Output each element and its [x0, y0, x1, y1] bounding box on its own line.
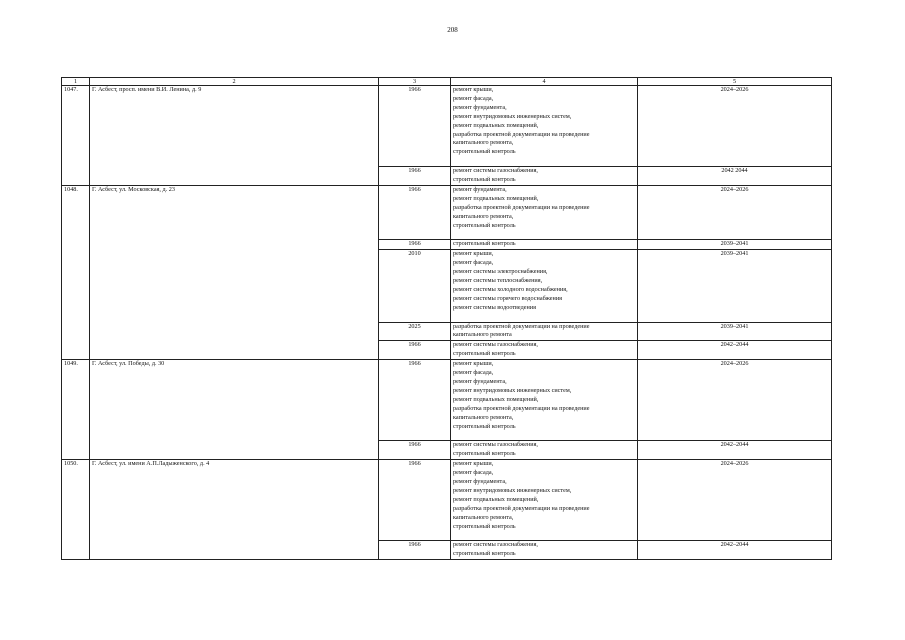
works-cell — [451, 250, 638, 322]
period-cell: 2039–2041 — [638, 322, 832, 341]
period-cell: 2024–2026 — [638, 185, 832, 239]
work-item: строительный контроль — [453, 550, 516, 558]
work-item: ремонт крыши, — [453, 360, 494, 368]
year-cell: 1966 — [379, 441, 451, 460]
capital-repair-table — [61, 77, 832, 560]
work-item: строительный контроль — [453, 240, 516, 248]
work-item: капитального ремонта, — [453, 413, 514, 421]
works-cell — [451, 341, 638, 360]
work-item: ремонт подвальных помещений, — [453, 121, 539, 129]
column-number: 3 — [379, 78, 451, 86]
work-item: разработка проектной документации на проведение — [453, 404, 590, 412]
work-item: ремонт фасада, — [453, 369, 494, 377]
work-item: ремонт внутридомовых инженерных систем, — [453, 386, 572, 394]
work-item: ремонт системы водоотведения — [453, 303, 536, 311]
work-item: разработка проектной документации на проведение — [453, 130, 590, 138]
work-item: ремонт фундамента, — [453, 477, 507, 485]
work-item: капитального ремонта, — [453, 212, 514, 220]
year-cell: 1966 — [379, 86, 451, 167]
work-item: ремонт фундамента, — [453, 103, 507, 111]
year-cell: 2025 — [379, 322, 451, 341]
work-item: ремонт крыши, — [453, 86, 494, 93]
work-item: строительный контроль — [453, 522, 516, 530]
work-item: строительный контроль — [453, 176, 516, 184]
work-item: ремонт подвальных помещений, — [453, 194, 539, 202]
work-item: капитального ремонта — [453, 331, 512, 339]
column-number-row — [62, 78, 832, 86]
work-item: ремонт системы газоснабжения, — [453, 167, 538, 175]
period-cell: 2024–2026 — [638, 460, 832, 541]
work-item: ремонт системы газоснабжения, — [453, 541, 538, 549]
work-item: ремонт системы холодного водоснабжения, — [453, 285, 568, 293]
page-number: 208 — [447, 26, 458, 34]
work-item: ремонт системы электроснабжения, — [453, 268, 548, 276]
table-row — [62, 360, 832, 441]
period-cell: 2039–2041 — [638, 240, 832, 250]
work-item: ремонт системы горячего водоснабжения — [453, 294, 562, 302]
work-item: строительный контроль — [453, 450, 516, 458]
works-cell — [451, 460, 638, 541]
year-cell: 1966 — [379, 185, 451, 239]
year-cell: 1966 — [379, 240, 451, 250]
column-number: 5 — [638, 78, 832, 86]
column-number: 1 — [62, 78, 90, 86]
work-item: ремонт фасада, — [453, 94, 494, 102]
year-cell: 1966 — [379, 341, 451, 360]
work-item: ремонт системы теплоснабжения, — [453, 277, 543, 285]
column-number: 2 — [90, 78, 379, 86]
address-cell: Г. Асбест, ул. Победы, д. 30 — [90, 360, 379, 460]
work-item: ремонт подвальных помещений, — [453, 495, 539, 503]
period-cell: 2042 2044 — [638, 167, 832, 186]
row-number: 1050. — [62, 460, 90, 560]
address-cell: Г. Асбест, просп. имени В.И. Ленина, д. 9 — [90, 86, 379, 186]
period-cell: 2024–2026 — [638, 360, 832, 441]
row-number: 1049. — [62, 360, 90, 460]
work-item: строительный контроль — [453, 350, 516, 358]
period-cell: 2042–2044 — [638, 341, 832, 360]
works-cell — [451, 322, 638, 341]
works-cell — [451, 185, 638, 239]
work-item: разработка проектной документации на проведение — [453, 203, 590, 211]
table-row — [62, 460, 832, 541]
address-cell: Г. Асбест, ул. Московская, д. 23 — [90, 185, 379, 359]
work-item: ремонт системы газоснабжения, — [453, 441, 538, 449]
year-cell: 1966 — [379, 360, 451, 441]
works-cell — [451, 360, 638, 441]
year-cell: 1966 — [379, 167, 451, 186]
work-item: ремонт внутридомовых инженерных систем, — [453, 486, 572, 494]
period-cell: 2042–2044 — [638, 441, 832, 460]
year-cell: 2010 — [379, 250, 451, 322]
row-number: 1047. — [62, 86, 90, 186]
works-cell — [451, 86, 638, 167]
work-item: ремонт внутридомовых инженерных систем, — [453, 112, 572, 120]
works-cell — [451, 240, 638, 250]
works-cell — [451, 167, 638, 186]
work-item: ремонт фасада, — [453, 469, 494, 477]
work-item: ремонт фундамента, — [453, 378, 507, 385]
year-cell: 1966 — [379, 541, 451, 560]
period-cell: 2042–2044 — [638, 541, 832, 560]
year-cell: 1966 — [379, 460, 451, 541]
row-number: 1048. — [62, 185, 90, 359]
works-cell — [451, 541, 638, 560]
work-item: ремонт фасада, — [453, 259, 494, 267]
work-item: капитального ремонта, — [453, 513, 514, 521]
works-cell — [451, 441, 638, 460]
address-cell: Г. Асбест, ул. имени А.П.Ладыженского, д. 4 — [90, 460, 379, 560]
table-row — [62, 185, 832, 239]
work-item: разработка проектной документации на проведение — [453, 322, 590, 330]
work-item: ремонт фундамента, — [453, 185, 507, 193]
work-item: ремонт подвальных помещений, — [453, 395, 539, 403]
work-item: разработка проектной документации на проведение — [453, 504, 590, 512]
work-item: строительный контроль — [453, 148, 516, 156]
period-cell: 2039–2041 — [638, 250, 832, 322]
work-item: ремонт системы газоснабжения, — [453, 341, 538, 349]
work-item: строительный контроль — [453, 422, 516, 430]
work-item: строительный контроль — [453, 221, 516, 229]
work-item: ремонт крыши, — [453, 460, 494, 468]
column-number: 4 — [451, 78, 638, 86]
period-cell: 2024–2026 — [638, 86, 832, 167]
work-item: капитального ремонта, — [453, 139, 514, 147]
table-row — [62, 86, 832, 167]
work-item: ремонт крыши, — [453, 250, 494, 258]
